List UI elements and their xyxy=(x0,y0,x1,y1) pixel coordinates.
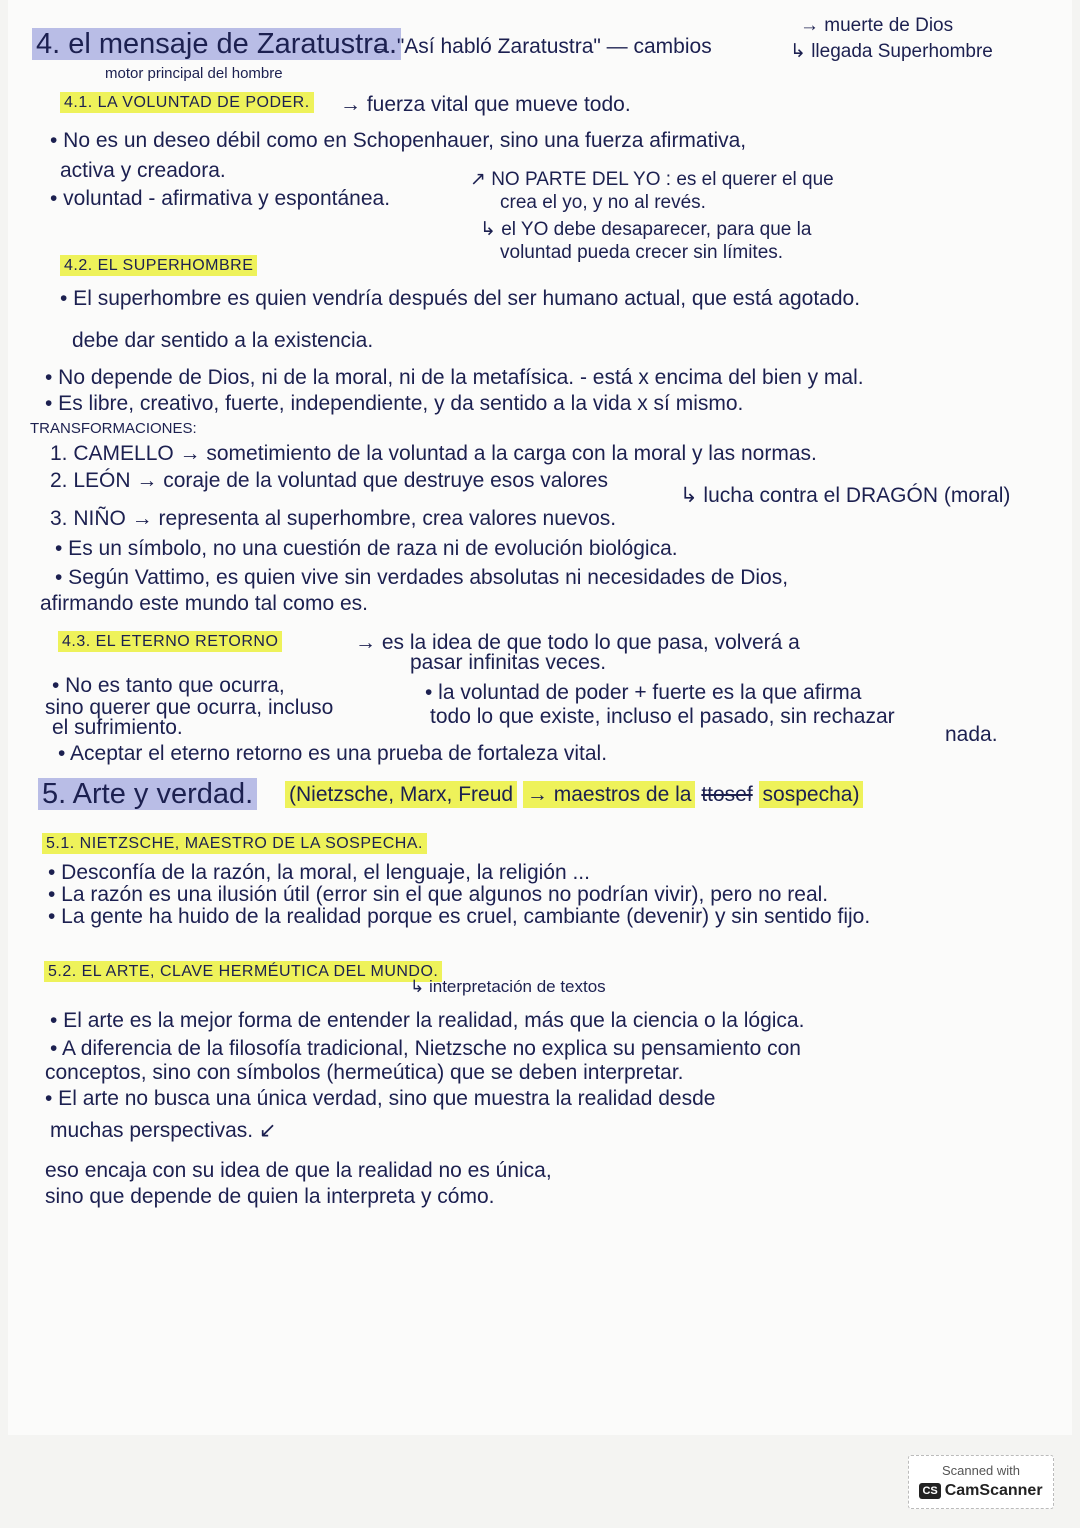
text-line: • No depende de Dios, ni de la moral, ni de la metafísica. - está x encima del bien y mal. xyxy=(45,366,864,389)
leon-note: ↳ lucha contra el DRAGÓN (moral) xyxy=(680,484,1011,507)
section-4-title-text: 4. el mensaje de Zaratustra. xyxy=(32,28,401,60)
motor-note: motor principal del hombre xyxy=(105,65,283,82)
text-line: sino querer que ocurra, incluso xyxy=(45,696,334,719)
section-5-title xyxy=(38,780,257,809)
watermark-line1: Scanned with xyxy=(941,1463,1021,1478)
text-line: conceptos, sino con símbolos (hermeútica) que se deben interpretar. xyxy=(45,1061,684,1084)
text-line: eso encaja con su idea de que la realidad no es única, xyxy=(45,1159,552,1182)
section-5-2-heading-text: 5.2. EL ARTE, CLAVE HERMÉUTICA DEL MUNDO. xyxy=(44,961,442,982)
text-line: activa y creadora. xyxy=(60,159,226,182)
section-5-1-heading xyxy=(42,836,427,852)
section-4-3-note: → es la idea de que todo lo que pasa, volverá a xyxy=(355,631,800,654)
text-line: • La gente ha huido de la realidad porque es cruel, cambiante (devenir) y sin sentido fijo. xyxy=(48,905,871,928)
text-line: • Es un símbolo, no una cuestión de raza ni de evolución biológica. xyxy=(55,537,678,560)
section-4-3-heading xyxy=(58,634,282,650)
note-maestros: → maestros de la xyxy=(523,781,696,808)
side-note: ↗ NO PARTE DEL YO : es el querer el que xyxy=(470,169,834,190)
section-4-2-heading xyxy=(60,258,257,274)
text-line: • La razón es una ilusión útil (error sin el que algunos no podrían vivir), pero no real. xyxy=(48,883,829,906)
text-line: • A diferencia de la filosofía tradicional, Nietzsche no explica su pensamiento con xyxy=(50,1037,801,1060)
section-5-title-text: 5. Arte y verdad. xyxy=(38,778,257,810)
text-line: • Según Vattimo, es quien vive sin verdades absolutas ni necesidades de Dios, xyxy=(55,566,789,589)
watermark-brand-text: CamScanner xyxy=(944,1482,1043,1499)
cambios-note-2: ↳ llegada Superhombre xyxy=(790,41,993,62)
cambios-note-1: → muerte de Dios xyxy=(800,15,954,36)
section-5-note xyxy=(285,784,863,805)
side-note: crea el yo, y no al revés. xyxy=(500,192,706,213)
note-sospecha: sospecha) xyxy=(759,781,864,808)
note-names: (Nietzsche, Marx, Freud xyxy=(285,781,517,808)
section-4-2-heading-text: 4.2. EL SUPERHOMBRE xyxy=(60,255,257,276)
section-5-2-note: ↳ interpretación de textos xyxy=(410,977,606,996)
text-line: • voluntad - afirmativa y espontánea. xyxy=(50,187,391,210)
section-4-title xyxy=(32,30,401,59)
section-5-2-heading xyxy=(44,964,442,980)
camscanner-logo-icon: CS xyxy=(919,1483,940,1499)
text-line: afirmando este mundo tal como es. xyxy=(40,592,369,615)
section-4-3-heading-text: 4.3. EL ETERNO RETORNO xyxy=(58,631,282,652)
camscanner-watermark xyxy=(908,1455,1054,1509)
text-line: nada. xyxy=(945,723,998,746)
side-note: voluntad pueda crecer sin límites. xyxy=(500,242,784,263)
text-line: • Aceptar el eterno retorno es una prueba de fortaleza vital. xyxy=(58,742,608,765)
section-4-title-note: → "Así habló Zaratustra" — cambios xyxy=(370,35,712,58)
watermark-brand xyxy=(909,1482,1053,1500)
text-line: • El arte no busca una única verdad, sino que muestra la realidad desde xyxy=(45,1087,716,1110)
text-line: • El superhombre es quien vendría después del ser humano actual, que está agotado. xyxy=(60,287,861,310)
side-note: ↳ el YO debe desaparecer, para que la xyxy=(480,219,812,240)
text-line: muchas perspectivas. ↙ xyxy=(50,1119,277,1142)
text-line: • Es libre, creativo, fuerte, independiente, y da sentido a la vida x sí mismo. xyxy=(45,392,744,415)
text-line: el sufrimiento. xyxy=(52,716,183,739)
text-line: • El arte es la mejor forma de entender la realidad, más que la ciencia o la lógica. xyxy=(50,1009,805,1032)
text-line: • No es un deseo débil como en Schopenhauer, sino una fuerza afirmativa, xyxy=(50,129,747,152)
text-line: sino que depende de quien la interpreta y cómo. xyxy=(45,1185,495,1208)
text-line: debe dar sentido a la existencia. xyxy=(72,329,374,352)
section-4-1-heading xyxy=(60,95,314,111)
struck-word: ttosef xyxy=(701,783,753,806)
section-5-1-heading-text: 5.1. NIETZSCHE, MAESTRO DE LA SOSPECHA. xyxy=(42,833,427,854)
text-line: • No es tanto que ocurra, xyxy=(52,674,285,697)
transformacion-item: 3. NIÑO → representa al superhombre, crea valores nuevos. xyxy=(50,507,617,530)
transformacion-item: 1. CAMELLO → sometimiento de la voluntad a la carga con la moral y las normas. xyxy=(50,442,817,465)
transformaciones-label: TRANSFORMACIONES: xyxy=(30,420,197,437)
text-line: • Desconfía de la razón, la moral, el lenguaje, la religión ... xyxy=(48,861,590,884)
transformacion-item: 2. LEÓN → coraje de la voluntad que destruye esos valores xyxy=(50,469,608,492)
section-4-3-note: pasar infinitas veces. xyxy=(410,651,607,674)
section-4-1-heading-text: 4.1. LA VOLUNTAD DE PODER. xyxy=(60,92,314,113)
text-line: • la voluntad de poder + fuerte es la que afirma xyxy=(425,681,862,704)
section-4-1-note: → fuerza vital que mueve todo. xyxy=(340,93,631,116)
text-line: todo lo que existe, incluso el pasado, sin rechazar xyxy=(430,705,895,728)
